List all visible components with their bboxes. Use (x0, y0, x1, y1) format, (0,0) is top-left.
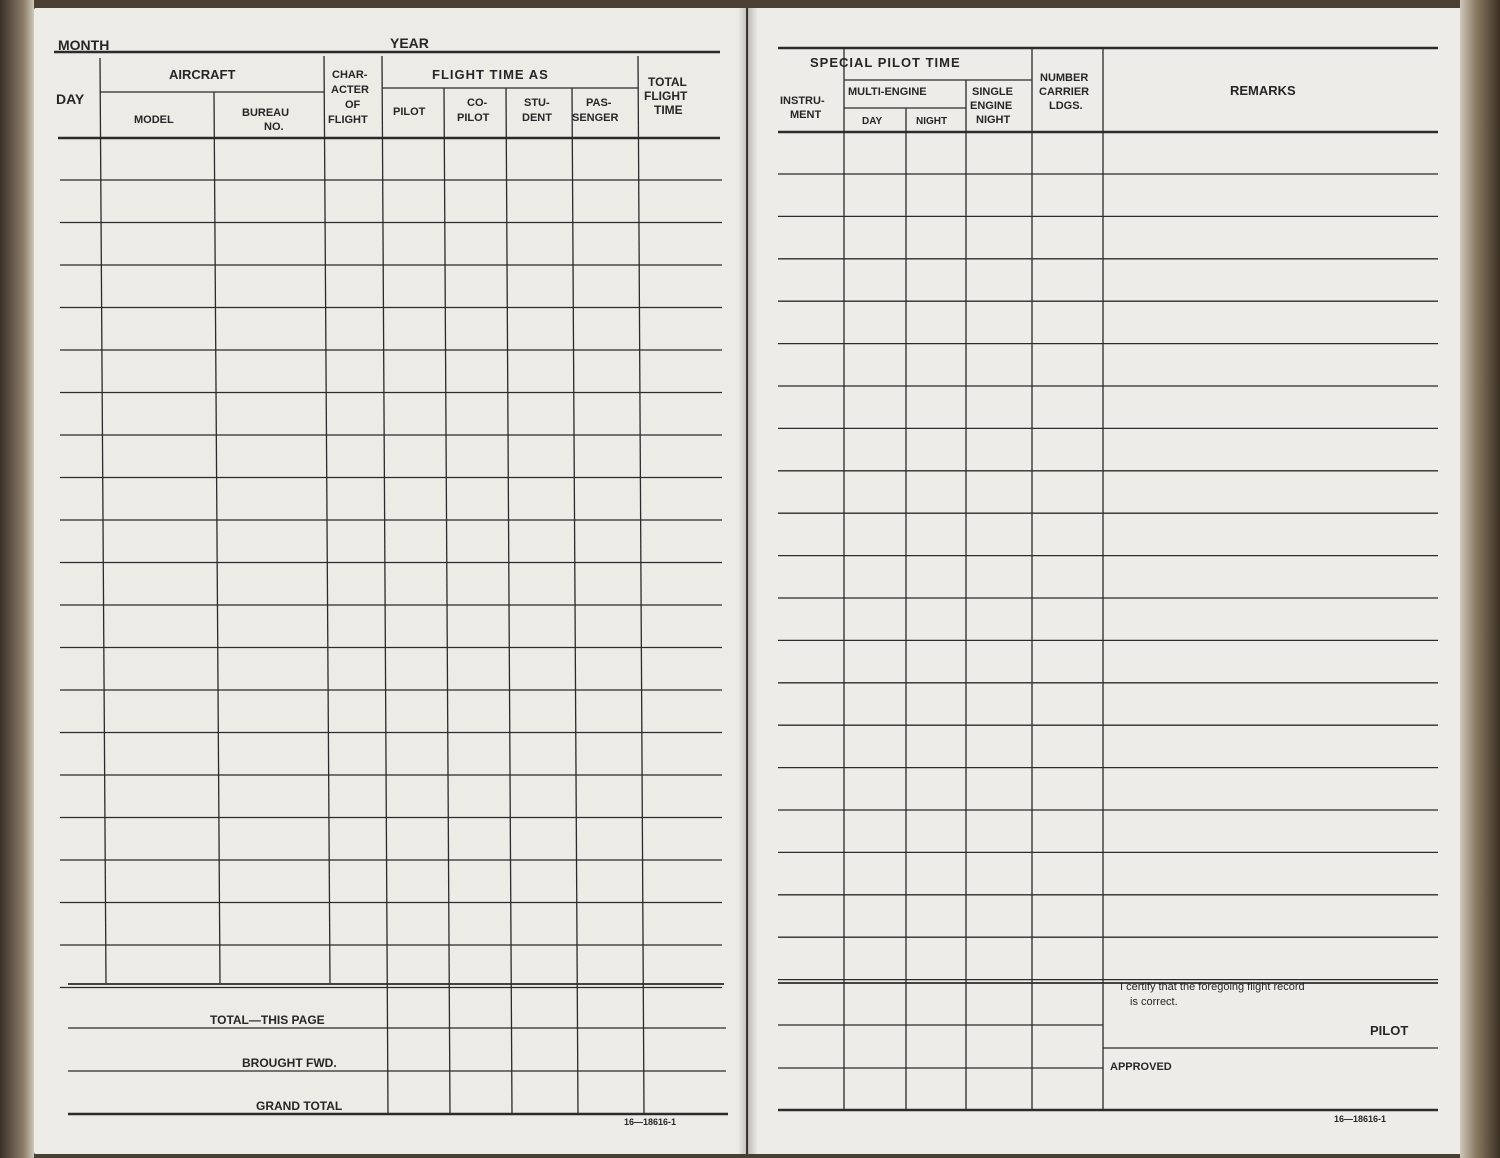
character-header-line1: CHAR- (332, 69, 368, 81)
left-page-grid (34, 8, 746, 1154)
passenger-header-line1: PAS- (586, 97, 612, 109)
bureau-no-header-line2: NO. (264, 121, 284, 133)
year-label: YEAR (390, 35, 429, 51)
student-header-line1: STU- (524, 97, 550, 109)
bureau-no-header-line1: BUREAU (242, 107, 290, 119)
book-right-edge (1460, 0, 1500, 1158)
student-header-line2: DENT (522, 112, 552, 124)
column-rule (382, 56, 388, 1114)
special-pilot-time-header: SPECIAL PILOT TIME (810, 55, 961, 70)
column-rule (506, 88, 512, 1114)
pilot-column-header: PILOT (393, 106, 426, 118)
total-flight-time-header-line1: TOTAL (648, 75, 687, 89)
book-left-edge (0, 0, 34, 1158)
character-header-line3: OF (345, 99, 361, 111)
total-flight-time-header-line3: TIME (654, 103, 683, 117)
total-this-page-label: TOTAL—THIS PAGE (210, 1013, 325, 1027)
carrier-landings-header-line2: CARRIER (1039, 86, 1090, 98)
single-engine-header-line1: SINGLE (972, 86, 1013, 98)
character-header-line2: ACTER (331, 84, 369, 96)
single-engine-header-line3: NIGHT (976, 114, 1011, 126)
multi-engine-header: MULTI-ENGINE (848, 86, 927, 98)
left-form-number: 16—18616-1 (624, 1117, 677, 1127)
column-rule (214, 92, 220, 983)
right-page-grid (748, 8, 1460, 1154)
total-flight-time-header-line2: FLIGHT (644, 89, 688, 103)
instrument-header-line1: INSTRU- (780, 95, 825, 107)
model-column-header: MODEL (134, 114, 174, 126)
instrument-header-line2: MENT (790, 109, 822, 121)
pilot-signature-label: PILOT (1370, 1023, 1409, 1038)
carrier-landings-header-line1: NUMBER (1040, 72, 1089, 84)
day-column-header: DAY (56, 91, 85, 107)
month-label: MONTH (58, 37, 110, 53)
certification-text-line1: I certify that the foregoing flight record (1120, 981, 1305, 993)
left-logbook-page (34, 8, 746, 1154)
passenger-header-line2: SENGER (572, 112, 619, 124)
character-header-line4: FLIGHT (328, 114, 368, 126)
column-rule (572, 88, 578, 1114)
copilot-header-line1: CO- (467, 97, 488, 109)
remarks-header: REMARKS (1230, 83, 1296, 98)
right-form-number: 16—18616-1 (1334, 1114, 1387, 1124)
multi-engine-day-header: DAY (862, 116, 883, 127)
book-gutter (738, 8, 758, 1154)
aircraft-column-header: AIRCRAFT (169, 67, 236, 82)
certification-text-line2: is correct. (1130, 996, 1178, 1008)
approved-label: APPROVED (1110, 1061, 1172, 1073)
copilot-header-line2: PILOT (457, 112, 490, 124)
brought-forward-label: BROUGHT FWD. (242, 1056, 337, 1070)
grand-total-label: GRAND TOTAL (256, 1099, 343, 1113)
single-engine-header-line2: ENGINE (970, 100, 1013, 112)
multi-engine-night-header: NIGHT (916, 116, 948, 127)
flight-time-as-header: FLIGHT TIME AS (432, 67, 549, 82)
carrier-landings-header-line3: LDGS. (1049, 100, 1083, 112)
column-rule (638, 56, 644, 1114)
right-logbook-page (748, 8, 1460, 1154)
column-rule (444, 88, 450, 1114)
